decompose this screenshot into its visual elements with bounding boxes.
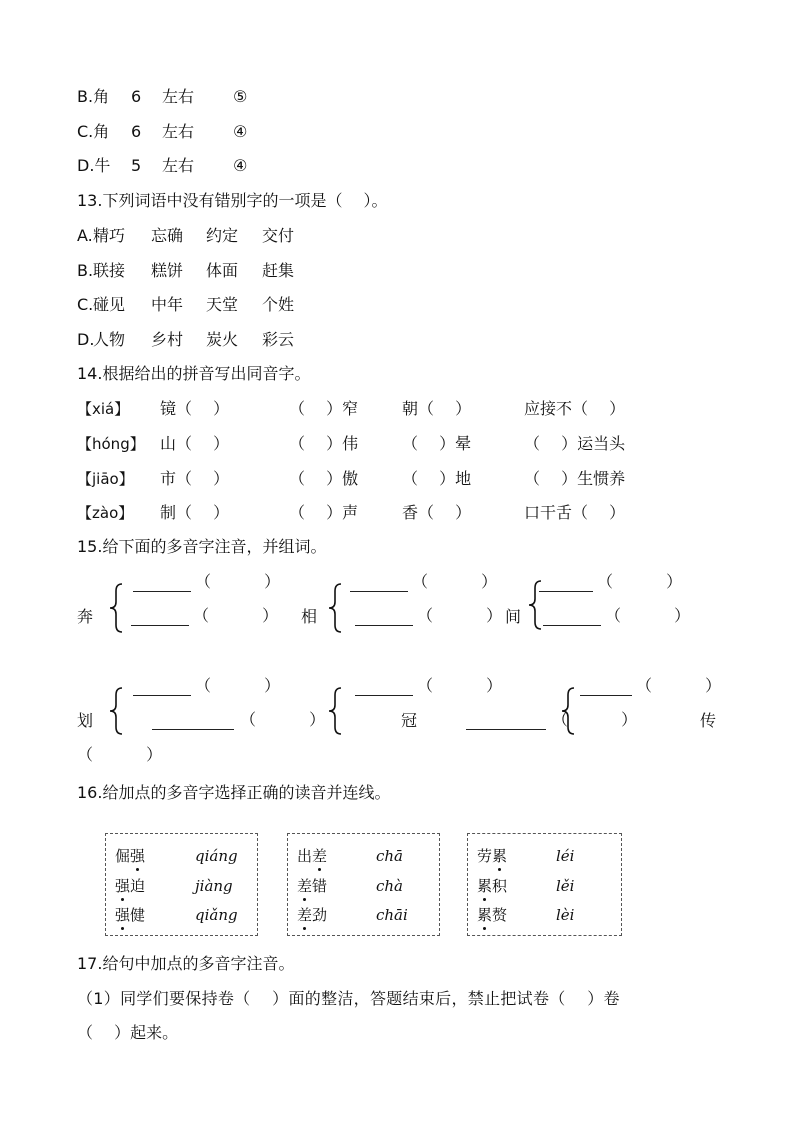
q17-stem: 17.给句中加点的多音字注音。 <box>77 954 295 973</box>
homophone-blank: 应接不（ ） <box>524 399 626 418</box>
option-word: 糕饼 <box>151 261 184 280</box>
option-direction: 左右 <box>162 87 195 106</box>
option-word: 体面 <box>206 261 239 280</box>
polyphone-char: 划 <box>77 711 94 730</box>
dotted-char: 强 <box>130 847 146 865</box>
pinyin-reading: lěi <box>556 877 575 895</box>
answer-blank <box>539 591 593 592</box>
answer-paren: （ ） <box>412 572 498 591</box>
option-label: C. <box>77 295 94 314</box>
option-word: 精巧 <box>93 226 126 245</box>
answer-paren: （ ） <box>195 572 281 591</box>
homophone-blank: （ ）窄 <box>289 399 359 418</box>
polyphone-word: 强迫 <box>115 877 146 895</box>
polyphone-char: 传 <box>700 711 717 730</box>
answer-blank <box>580 695 632 696</box>
pinyin-reading: qiáng <box>195 847 238 865</box>
option-mark: ④ <box>233 156 248 175</box>
dotted-char: 累 <box>477 906 493 924</box>
pinyin-reading: lèi <box>556 906 575 924</box>
polyphone-word: 累赘 <box>477 906 508 924</box>
homophone-blank: （ ）运当头 <box>524 434 626 453</box>
option-word: 联接 <box>93 261 126 280</box>
option-word: 交付 <box>262 226 295 245</box>
pinyin-bracket: 【xiá】 <box>77 400 130 418</box>
dotted-char: 强 <box>115 906 131 924</box>
option-number: 6 <box>131 87 142 106</box>
polyphone-word: 差错 <box>297 877 328 895</box>
curly-brace <box>527 580 543 630</box>
answer-paren: （ ） <box>193 606 279 625</box>
dotted-char: 累 <box>477 877 493 895</box>
option-word: 个姓 <box>262 295 295 314</box>
q14-stem: 14.根据给出的拼音写出同音字。 <box>77 364 311 383</box>
answer-blank <box>543 625 601 626</box>
q17-sentence-line1: （1）同学们要保持卷（ ）面的整洁，答题结束后，禁止把试卷（ ）卷 <box>77 989 620 1008</box>
pinyin-reading: qiǎng <box>195 906 238 924</box>
answer-paren: （ ） <box>77 745 163 764</box>
option-letter: D.牛 <box>77 156 111 175</box>
homophone-blank: （ ）声 <box>289 503 359 522</box>
option-direction: 左右 <box>162 122 195 141</box>
option-word: 忘确 <box>151 226 184 245</box>
option-label: B. <box>77 261 94 280</box>
answer-blank <box>152 729 234 730</box>
homophone-blank: （ ）晕 <box>402 434 472 453</box>
answer-paren: （ ） <box>240 710 326 729</box>
answer-blank <box>131 625 189 626</box>
pinyin-reading: léi <box>556 847 575 865</box>
dotted-char: 累 <box>492 847 508 865</box>
pinyin-bracket: 【jiāo】 <box>77 470 134 488</box>
option-letter: B.角 <box>77 87 110 106</box>
q13-stem: 13.下列词语中没有错别字的一项是（ ）。 <box>77 191 388 210</box>
option-letter: C.角 <box>77 122 110 141</box>
answer-blank <box>133 695 191 696</box>
answer-paren: （ ） <box>636 676 722 695</box>
polyphone-word: 强健 <box>115 906 146 924</box>
answer-paren: （ ） <box>605 606 691 625</box>
polyphone-word: 出差 <box>297 847 328 865</box>
polyphone-word: 劳累 <box>477 847 508 865</box>
curly-brace <box>108 583 124 633</box>
answer-blank <box>355 625 413 626</box>
homophone-blank: （ ）生惯养 <box>524 469 626 488</box>
answer-paren: （ ） <box>195 676 281 695</box>
homophone-blank: 山（ ） <box>160 434 230 453</box>
polyphone-word: 倔强 <box>115 847 146 865</box>
polyphone-word: 累积 <box>477 877 508 895</box>
pinyin-reading: chāi <box>376 906 408 924</box>
dotted-char: 差 <box>312 847 328 865</box>
curly-brace <box>327 687 343 735</box>
option-label: D. <box>77 330 95 349</box>
homophone-blank: 市（ ） <box>160 469 230 488</box>
answer-blank <box>133 591 191 592</box>
option-word: 天堂 <box>206 295 239 314</box>
q15-stem: 15.给下面的多音字注音，并组词。 <box>77 537 327 556</box>
polyphone-char: 奔 <box>77 607 94 626</box>
option-label: A. <box>77 226 93 245</box>
pinyin-bracket: 【zào】 <box>77 504 134 522</box>
polyphone-char: 相 <box>301 607 318 626</box>
polyphone-char: 间 <box>505 607 522 626</box>
option-word: 中年 <box>151 295 184 314</box>
option-word: 约定 <box>206 226 239 245</box>
option-word: 炭火 <box>206 330 239 349</box>
answer-blank <box>350 591 408 592</box>
homophone-blank: （ ）地 <box>402 469 472 488</box>
answer-paren: （ ） <box>597 572 683 591</box>
answer-paren: （ ） <box>417 606 503 625</box>
pinyin-reading: chā <box>376 847 404 865</box>
homophone-blank: 镜（ ） <box>160 399 230 418</box>
answer-blank <box>466 729 546 730</box>
option-mark: ⑤ <box>233 87 248 106</box>
option-word: 乡村 <box>151 330 184 349</box>
option-mark: ④ <box>233 122 248 141</box>
dotted-char: 差 <box>297 877 313 895</box>
polyphone-word: 差劲 <box>297 906 328 924</box>
pinyin-bracket: 【hóng】 <box>77 435 145 453</box>
homophone-blank: （ ）傲 <box>289 469 359 488</box>
curly-brace <box>327 583 343 633</box>
answer-paren: （ ） <box>417 676 503 695</box>
option-number: 5 <box>131 156 142 175</box>
homophone-blank: 口干舌（ ） <box>524 503 626 522</box>
polyphone-char: 冠 <box>401 711 418 730</box>
option-word: 碰见 <box>93 295 126 314</box>
homophone-blank: （ ）伟 <box>289 434 359 453</box>
option-word: 人物 <box>93 330 126 349</box>
option-word: 彩云 <box>262 330 295 349</box>
curly-brace <box>560 687 576 735</box>
dotted-char: 强 <box>115 877 131 895</box>
dotted-char: 差 <box>297 906 313 924</box>
option-number: 6 <box>131 122 142 141</box>
q16-stem: 16.给加点的多音字选择正确的读音并连线。 <box>77 783 391 802</box>
option-word: 赶集 <box>262 261 295 280</box>
pinyin-reading: chà <box>376 877 404 895</box>
q17-sentence-line2: （ ）起来。 <box>77 1023 179 1042</box>
curly-brace <box>108 687 124 735</box>
homophone-blank: 香（ ） <box>402 503 472 522</box>
option-direction: 左右 <box>162 156 195 175</box>
pinyin-reading: jiàng <box>195 877 233 895</box>
homophone-blank: 制（ ） <box>160 503 230 522</box>
answer-paren: （ ） <box>552 710 638 729</box>
answer-blank <box>355 695 413 696</box>
homophone-blank: 朝（ ） <box>402 399 472 418</box>
